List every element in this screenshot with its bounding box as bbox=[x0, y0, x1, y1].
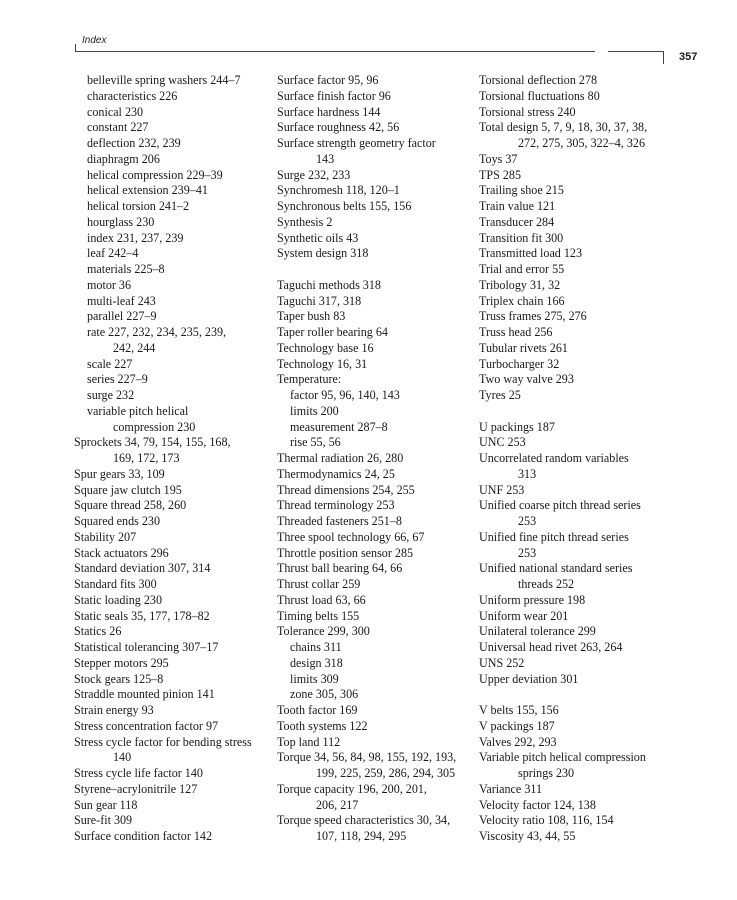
index-entry: threads 252 bbox=[518, 577, 575, 591]
index-entry: Thread dimensions 254, 255 bbox=[277, 482, 415, 497]
index-entry: Synchromesh 118, 120–1 bbox=[277, 183, 400, 198]
index-entry: Stability 207 bbox=[74, 529, 137, 544]
index-entry: 199, 225, 259, 286, 294, 305 bbox=[316, 766, 456, 780]
index-entry: Two way valve 293 bbox=[479, 372, 574, 387]
index-entry: materials 225–8 bbox=[87, 262, 165, 276]
index-entry: Variance 311 bbox=[479, 781, 543, 796]
index-entry: leaf 242–4 bbox=[87, 246, 139, 261]
index-entry: surge 232 bbox=[87, 388, 135, 402]
index-entry: Surge 232, 233 bbox=[277, 167, 351, 182]
index-entry: Square thread 258, 260 bbox=[74, 498, 187, 513]
index-entry: Transmitted load 123 bbox=[479, 246, 583, 261]
index-entry: Strain energy 93 bbox=[74, 703, 154, 717]
index-entry: Viscosity 43, 44, 55 bbox=[479, 829, 576, 843]
index-entry: Unified coarse pitch thread series bbox=[479, 498, 641, 513]
index-entry: hourglass 230 bbox=[87, 214, 155, 229]
index-entry: 313 bbox=[518, 466, 537, 481]
index-entry: UNF 253 bbox=[479, 482, 525, 497]
index-column-1 bbox=[74, 73, 274, 845]
index-entry: rate 227, 232, 234, 235, 239, bbox=[87, 325, 227, 339]
index-entry: Timing belts 155 bbox=[277, 608, 360, 623]
index-entry: Straddle mounted pinion 141 bbox=[74, 687, 215, 702]
index-entry: Upper deviation 301 bbox=[479, 671, 579, 686]
index-entry: measurement 287–8 bbox=[290, 419, 388, 434]
index-entry: helical torsion 241–2 bbox=[87, 199, 190, 213]
index-entry: factor 95, 96, 140, 143 bbox=[290, 388, 400, 402]
index-entry: U packings 187 bbox=[479, 419, 555, 434]
index-entry: multi-leaf 243 bbox=[87, 293, 156, 308]
index-entry: 253 bbox=[518, 545, 537, 560]
index-entry: Technology 16, 31 bbox=[277, 356, 368, 371]
index-entry: Trial and error 55 bbox=[479, 262, 565, 276]
index-entry: Surface strength geometry factor bbox=[277, 136, 436, 150]
index-entry: Uniform wear 201 bbox=[479, 608, 569, 623]
index-entry: limits 200 bbox=[290, 403, 339, 418]
index-entry: Unilateral tolerance 299 bbox=[479, 624, 596, 639]
header-rule bbox=[75, 51, 595, 52]
index-entry: Stress cycle life factor 140 bbox=[74, 766, 203, 780]
index-entry: Synthesis 2 bbox=[277, 214, 333, 229]
index-entry: Statistical tolerancing 307–17 bbox=[74, 640, 219, 654]
index-entry: Thermodynamics 24, 25 bbox=[277, 466, 395, 481]
index-entry: Top land 112 bbox=[277, 734, 341, 749]
index-entry: constant 227 bbox=[87, 120, 149, 135]
index-entry: Total design 5, 7, 9, 18, 30, 37, 38, bbox=[479, 120, 648, 135]
index-entry: Thermal radiation 26, 280 bbox=[277, 451, 404, 465]
index-entry: Squared ends 230 bbox=[74, 514, 160, 528]
index-entry: UNC 253 bbox=[479, 435, 526, 450]
index-entry: variable pitch helical bbox=[87, 403, 189, 418]
index-entry: Thrust ball bearing 64, 66 bbox=[277, 561, 403, 576]
index-section-gap bbox=[277, 262, 477, 278]
index-entry: 169, 172, 173 bbox=[113, 451, 180, 465]
index-entry: helical compression 229–39 bbox=[87, 167, 223, 182]
index-entry: Universal head rivet 263, 264 bbox=[479, 640, 623, 654]
index-entry: Triplex chain 166 bbox=[479, 293, 565, 308]
header-rule-tick-right bbox=[663, 51, 664, 64]
index-entry: Thrust collar 259 bbox=[277, 577, 361, 591]
index-entry: scale 227 bbox=[87, 356, 133, 371]
index-entry: System design 318 bbox=[277, 246, 369, 261]
index-entry: Square jaw clutch 195 bbox=[74, 482, 182, 497]
index-entry: motor 36 bbox=[87, 277, 132, 292]
index-entry: UNS 252 bbox=[479, 655, 525, 670]
index-entry: 140 bbox=[113, 750, 132, 765]
index-entry: Torque 34, 56, 84, 98, 155, 192, 193, bbox=[277, 750, 457, 765]
index-section-gap bbox=[479, 404, 689, 420]
index-column-3 bbox=[479, 73, 689, 845]
index-entry: Surface finish factor 96 bbox=[277, 88, 391, 103]
index-entry: Velocity ratio 108, 116, 154 bbox=[479, 813, 614, 828]
index-entry: Tooth systems 122 bbox=[277, 718, 368, 733]
index-entry: deflection 232, 239 bbox=[87, 136, 181, 150]
index-entry: 143 bbox=[316, 151, 335, 166]
index-entry: diaphragm 206 bbox=[87, 151, 160, 166]
index-entry: Surface condition factor 142 bbox=[74, 829, 213, 843]
index-entry: Stress concentration factor 97 bbox=[74, 718, 219, 733]
index-entry: V belts 155, 156 bbox=[479, 703, 559, 717]
index-entry: index 231, 237, 239 bbox=[87, 230, 184, 245]
header-rule-right bbox=[608, 51, 663, 52]
index-entry: Thread terminology 253 bbox=[277, 498, 395, 513]
index-entry: Uncorrelated random variables bbox=[479, 451, 629, 465]
index-entry: Synchronous belts 155, 156 bbox=[277, 199, 412, 213]
index-entry: conical 230 bbox=[87, 104, 144, 119]
index-column-2 bbox=[277, 73, 477, 845]
index-entry: design 318 bbox=[290, 655, 343, 670]
index-entry: 272, 275, 305, 322–4, 326 bbox=[518, 136, 645, 150]
index-entry: Styrene–acrylonitrile 127 bbox=[74, 781, 198, 796]
index-entry: Sprockets 34, 79, 154, 155, 168, bbox=[74, 435, 231, 450]
index-entry: Tooth factor 169 bbox=[277, 703, 358, 717]
index-entry: characteristics 226 bbox=[87, 88, 178, 103]
index-entry: Tubular rivets 261 bbox=[479, 340, 568, 355]
index-entry: Taguchi methods 318 bbox=[277, 277, 381, 292]
index-entry: springs 230 bbox=[518, 766, 575, 780]
index-entry: Threaded fasteners 251–8 bbox=[277, 514, 402, 528]
index-entry: limits 309 bbox=[290, 671, 339, 686]
index-entry: Taper roller bearing 64 bbox=[277, 325, 388, 339]
index-entry: Surface roughness 42, 56 bbox=[277, 120, 400, 135]
index-entry: Train value 121 bbox=[479, 199, 556, 213]
index-entry: Surface hardness 144 bbox=[277, 104, 381, 119]
index-entry: Taguchi 317, 318 bbox=[277, 293, 362, 308]
index-entry: Stepper motors 295 bbox=[74, 655, 169, 670]
index-entry: Truss frames 275, 276 bbox=[479, 309, 587, 324]
index-entry: Static seals 35, 177, 178–82 bbox=[74, 608, 210, 623]
index-entry: Sure-fit 309 bbox=[74, 813, 133, 828]
index-entry: Stress cycle factor for bending stress bbox=[74, 734, 252, 749]
index-entry: Spur gears 33, 109 bbox=[74, 466, 165, 481]
index-entry: Temperature: bbox=[277, 372, 342, 387]
index-entry: Torque speed characteristics 30, 34, bbox=[277, 813, 451, 828]
index-entry: Throttle position sensor 285 bbox=[277, 545, 414, 560]
page-number: 357 bbox=[679, 51, 698, 63]
index-entry: Torsional deflection 278 bbox=[479, 73, 598, 87]
index-section-gap bbox=[479, 687, 689, 703]
index-entry: Variable pitch helical compression bbox=[479, 750, 646, 765]
index-entry: Toys 37 bbox=[479, 151, 518, 166]
index-entry: Uniform pressure 198 bbox=[479, 592, 586, 607]
index-entry: belleville spring washers 244–7 bbox=[87, 73, 241, 87]
index-entry: V packings 187 bbox=[479, 718, 555, 733]
index-entry: Synthetic oils 43 bbox=[277, 230, 359, 245]
index-entry: Standard deviation 307, 314 bbox=[74, 561, 211, 576]
index-entry: TPS 285 bbox=[479, 167, 522, 182]
index-entry: Technology base 16 bbox=[277, 340, 374, 355]
index-entry: Tyres 25 bbox=[479, 388, 521, 402]
index-entry: Torque capacity 196, 200, 201, bbox=[277, 781, 427, 796]
index-entry: Standard fits 300 bbox=[74, 577, 157, 591]
index-entry: Stack actuators 296 bbox=[74, 545, 169, 560]
index-entry: Thrust load 63, 66 bbox=[277, 592, 366, 607]
index-entry: Stock gears 125–8 bbox=[74, 671, 164, 686]
index-entry: Turbocharger 32 bbox=[479, 356, 560, 371]
index-entry: Unified fine pitch thread series bbox=[479, 529, 629, 544]
running-head: Index bbox=[82, 35, 107, 46]
index-entry: Transition fit 300 bbox=[479, 230, 564, 245]
index-entry: Truss head 256 bbox=[479, 325, 553, 339]
index-entry: Statics 26 bbox=[74, 624, 122, 639]
index-entry: 107, 118, 294, 295 bbox=[316, 829, 407, 843]
index-entry: Surface factor 95, 96 bbox=[277, 73, 379, 87]
index-entry: Static loading 230 bbox=[74, 592, 163, 607]
index-entry: Tribology 31, 32 bbox=[479, 277, 561, 292]
index-entry: Valves 292, 293 bbox=[479, 734, 557, 749]
index-entry: Torsional fluctuations 80 bbox=[479, 88, 600, 103]
index-entry: Taper bush 83 bbox=[277, 309, 346, 324]
index-entry: Velocity factor 124, 138 bbox=[479, 797, 596, 812]
index-entry: Torsional stress 240 bbox=[479, 104, 576, 119]
index-entry: Unified national standard series bbox=[479, 561, 633, 576]
index-entry: parallel 227–9 bbox=[87, 309, 157, 324]
index-entry: Sun gear 118 bbox=[74, 797, 138, 812]
index-entry: Tolerance 299, 300 bbox=[277, 624, 370, 639]
index-entry: 242, 244 bbox=[113, 340, 156, 355]
index-entry: Trailing shoe 215 bbox=[479, 183, 564, 198]
index-entry: chains 311 bbox=[290, 640, 342, 654]
index-entry: rise 55, 56 bbox=[290, 435, 341, 450]
index-entry: 253 bbox=[518, 514, 537, 528]
index-entry: compression 230 bbox=[113, 419, 196, 434]
index-entry: 206, 217 bbox=[316, 797, 359, 812]
index-entry: Transducer 284 bbox=[479, 214, 555, 229]
index-entry: helical extension 239–41 bbox=[87, 183, 208, 198]
index-entry: zone 305, 306 bbox=[290, 687, 359, 702]
index-entry: series 227–9 bbox=[87, 372, 148, 387]
index-entry: Three spool technology 66, 67 bbox=[277, 529, 425, 544]
